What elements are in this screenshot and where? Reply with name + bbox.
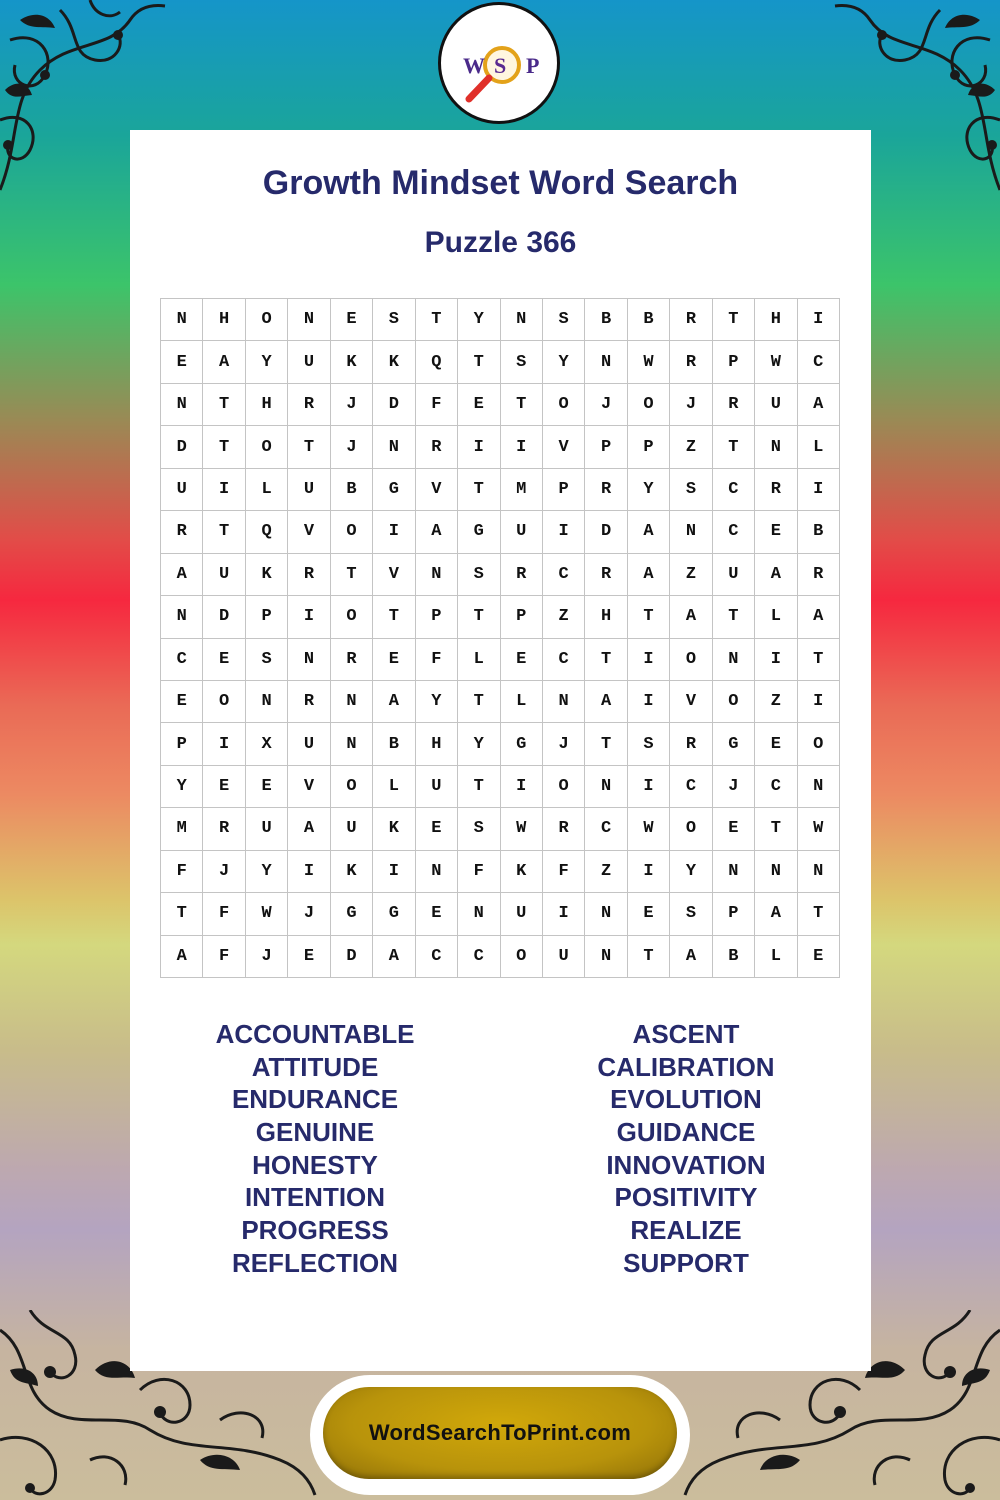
grid-cell[interactable]: L [755, 936, 797, 978]
grid-cell[interactable]: R [585, 554, 627, 596]
grid-cell[interactable]: N [416, 851, 458, 893]
grid-cell[interactable]: V [288, 766, 330, 808]
grid-cell[interactable]: L [755, 596, 797, 638]
grid-cell[interactable]: U [331, 808, 373, 850]
grid-cell[interactable]: X [246, 723, 288, 765]
grid-cell[interactable]: D [203, 596, 245, 638]
grid-cell[interactable]: R [288, 554, 330, 596]
grid-cell[interactable]: J [713, 766, 755, 808]
grid-cell[interactable]: P [161, 723, 203, 765]
grid-cell[interactable]: R [670, 723, 712, 765]
grid-cell[interactable]: G [373, 893, 415, 935]
grid-cell[interactable]: T [331, 554, 373, 596]
word-list-item: INTENTION [244, 1182, 386, 1213]
grid-cell[interactable]: P [543, 469, 585, 511]
grid-cell[interactable]: U [161, 469, 203, 511]
word-list-item: HONESTY [252, 1149, 378, 1180]
grid-cell[interactable]: K [331, 851, 373, 893]
grid-cell[interactable]: K [373, 808, 415, 850]
grid-cell[interactable]: J [331, 426, 373, 468]
grid-cell[interactable]: E [501, 639, 543, 681]
grid-cell[interactable]: B [628, 299, 670, 341]
grid-cell[interactable]: I [501, 426, 543, 468]
grid-cell[interactable]: V [416, 469, 458, 511]
grid-cell[interactable]: E [458, 384, 500, 426]
letter-grid [160, 298, 840, 978]
grid-cell[interactable]: Y [670, 851, 712, 893]
grid-cell[interactable]: S [373, 299, 415, 341]
grid-cell[interactable]: R [670, 341, 712, 383]
grid-cell[interactable]: T [373, 596, 415, 638]
grid-cell[interactable]: O [246, 426, 288, 468]
grid-cell[interactable]: T [585, 639, 627, 681]
grid-cell[interactable]: R [288, 384, 330, 426]
grid-cell[interactable]: U [713, 554, 755, 596]
grid-cell[interactable]: R [755, 469, 797, 511]
grid-cell[interactable]: N [331, 723, 373, 765]
grid-cell[interactable]: O [331, 511, 373, 553]
grid-cell[interactable]: B [373, 723, 415, 765]
grid-cell[interactable]: A [628, 511, 670, 553]
grid-cell[interactable]: G [373, 469, 415, 511]
grid-cell[interactable]: P [246, 596, 288, 638]
grid-cell[interactable]: Y [161, 766, 203, 808]
grid-cell[interactable]: W [798, 808, 840, 850]
grid-cell[interactable]: L [798, 426, 840, 468]
logo-letter-p: P [526, 53, 540, 78]
footer-site-link[interactable]: WordSearchToPrint.com [368, 1420, 632, 1445]
grid-cell[interactable]: T [458, 681, 500, 723]
grid-cell[interactable]: I [798, 469, 840, 511]
grid-cell[interactable]: R [331, 639, 373, 681]
grid-cell[interactable]: I [628, 639, 670, 681]
grid-cell[interactable]: E [755, 723, 797, 765]
grid-cell[interactable]: S [458, 554, 500, 596]
grid-cell[interactable]: I [628, 766, 670, 808]
grid-cell[interactable]: U [501, 511, 543, 553]
grid-cell[interactable]: T [161, 893, 203, 935]
grid-cell[interactable]: N [288, 639, 330, 681]
grid-cell[interactable]: O [331, 596, 373, 638]
grid-cell[interactable]: H [585, 596, 627, 638]
grid-cell[interactable]: O [670, 639, 712, 681]
grid-cell[interactable]: A [288, 808, 330, 850]
grid-cell[interactable]: Z [543, 596, 585, 638]
grid-cell[interactable]: U [416, 766, 458, 808]
grid-cell[interactable]: E [203, 766, 245, 808]
grid-cell[interactable]: I [543, 893, 585, 935]
grid-cell[interactable]: R [798, 554, 840, 596]
grid-cell[interactable]: N [798, 766, 840, 808]
grid-cell[interactable]: T [628, 596, 670, 638]
grid-cell[interactable]: I [203, 723, 245, 765]
grid-cell[interactable]: T [713, 426, 755, 468]
grid-cell[interactable]: F [543, 851, 585, 893]
grid-cell[interactable]: E [416, 893, 458, 935]
grid-cell[interactable]: T [203, 384, 245, 426]
grid-cell[interactable]: O [798, 723, 840, 765]
grid-cell[interactable]: T [798, 893, 840, 935]
grid-cell[interactable]: N [713, 851, 755, 893]
grid-cell[interactable]: S [458, 808, 500, 850]
grid-cell[interactable]: O [670, 808, 712, 850]
grid-cell[interactable]: P [585, 426, 627, 468]
grid-cell[interactable]: I [628, 851, 670, 893]
grid-cell[interactable]: A [373, 936, 415, 978]
word-list-item: GENUINE [255, 1117, 375, 1148]
grid-cell[interactable]: F [203, 893, 245, 935]
grid-cell[interactable]: K [331, 341, 373, 383]
grid-cell[interactable]: E [755, 511, 797, 553]
grid-cell[interactable]: U [246, 808, 288, 850]
grid-cell[interactable]: E [331, 299, 373, 341]
grid-cell[interactable]: M [161, 808, 203, 850]
grid-cell[interactable]: E [246, 766, 288, 808]
grid-cell[interactable]: D [585, 511, 627, 553]
grid-cell[interactable]: W [246, 893, 288, 935]
grid-cell[interactable]: N [585, 936, 627, 978]
puzzle-number: Puzzle 366 [424, 226, 577, 259]
grid-cell[interactable]: R [203, 808, 245, 850]
grid-cell[interactable]: E [373, 639, 415, 681]
grid-cell[interactable]: R [585, 469, 627, 511]
grid-cell[interactable]: M [501, 469, 543, 511]
grid-cell[interactable]: S [628, 723, 670, 765]
grid-cell[interactable]: L [501, 681, 543, 723]
grid-cell[interactable]: F [161, 851, 203, 893]
logo-letter-w: W [463, 53, 485, 78]
grid-cell[interactable]: B [713, 936, 755, 978]
grid-cell[interactable]: N [755, 851, 797, 893]
word-list-item: PROGRESS [241, 1215, 389, 1246]
grid-cell[interactable]: E [161, 681, 203, 723]
grid-cell[interactable]: J [585, 384, 627, 426]
grid-cell[interactable]: N [798, 851, 840, 893]
grid-cell[interactable]: C [161, 639, 203, 681]
grid-cell[interactable]: T [501, 384, 543, 426]
grid-cell[interactable]: T [755, 808, 797, 850]
footer-badge[interactable] [323, 1387, 677, 1479]
grid-cell[interactable]: N [670, 511, 712, 553]
grid-cell[interactable]: A [203, 341, 245, 383]
grid-cell[interactable]: U [501, 893, 543, 935]
grid-cell[interactable]: I [373, 511, 415, 553]
grid-cell[interactable]: C [755, 766, 797, 808]
grid-cell[interactable]: O [246, 299, 288, 341]
grid-cell[interactable]: T [628, 936, 670, 978]
grid-cell[interactable]: P [713, 893, 755, 935]
grid-cell[interactable]: N [501, 299, 543, 341]
grid-cell[interactable]: C [713, 469, 755, 511]
grid-cell[interactable]: R [670, 299, 712, 341]
grid-cell[interactable]: L [373, 766, 415, 808]
grid-cell[interactable]: I [798, 299, 840, 341]
grid-cell[interactable]: N [288, 299, 330, 341]
grid-cell[interactable]: Z [670, 554, 712, 596]
grid-cell[interactable]: Z [670, 426, 712, 468]
grid-cell[interactable]: A [798, 384, 840, 426]
grid-cell[interactable]: N [585, 341, 627, 383]
grid-cell[interactable]: K [373, 341, 415, 383]
grid-cell[interactable]: R [501, 554, 543, 596]
grid-cell[interactable]: I [501, 766, 543, 808]
word-list-item: REFLECTION [231, 1247, 399, 1278]
grid-cell[interactable]: A [161, 936, 203, 978]
grid-cell[interactable]: A [373, 681, 415, 723]
grid-cell[interactable]: F [458, 851, 500, 893]
grid-cell[interactable]: N [373, 426, 415, 468]
grid-cell[interactable]: N [246, 681, 288, 723]
grid-cell[interactable]: Y [416, 681, 458, 723]
grid-cell[interactable]: V [670, 681, 712, 723]
grid-cell[interactable]: Y [458, 299, 500, 341]
grid-cell[interactable]: A [670, 936, 712, 978]
grid-cell[interactable]: J [331, 384, 373, 426]
grid-cell[interactable]: C [543, 639, 585, 681]
grid-cell[interactable]: U [543, 936, 585, 978]
grid-cell[interactable]: C [798, 341, 840, 383]
grid-cell[interactable]: C [670, 766, 712, 808]
grid-cell[interactable]: U [288, 723, 330, 765]
word-list-item: POSITIVITY [614, 1182, 758, 1213]
word-list-item: ENDURANCE [231, 1084, 399, 1115]
grid-cell[interactable]: G [501, 723, 543, 765]
grid-cell[interactable]: V [288, 511, 330, 553]
grid-cell[interactable]: K [501, 851, 543, 893]
grid-cell[interactable]: A [755, 893, 797, 935]
grid-cell[interactable]: N [331, 681, 373, 723]
grid-cell[interactable]: C [713, 511, 755, 553]
grid-cell[interactable]: T [458, 341, 500, 383]
grid-cell[interactable]: N [585, 766, 627, 808]
grid-cell[interactable]: N [458, 893, 500, 935]
grid-cell[interactable]: A [416, 511, 458, 553]
word-list-right [501, 1018, 871, 1280]
grid-cell[interactable]: C [585, 808, 627, 850]
grid-cell[interactable]: Y [543, 341, 585, 383]
grid-cell[interactable]: A [755, 554, 797, 596]
grid-cell[interactable]: I [373, 851, 415, 893]
grid-cell[interactable]: E [713, 808, 755, 850]
word-list-item: ACCOUNTABLE [215, 1019, 415, 1049]
grid-cell[interactable]: J [670, 384, 712, 426]
grid-cell[interactable]: E [203, 639, 245, 681]
grid-cell[interactable]: N [713, 639, 755, 681]
grid-cell[interactable]: S [246, 639, 288, 681]
grid-cell[interactable]: C [416, 936, 458, 978]
grid-cell[interactable]: H [246, 384, 288, 426]
grid-cell[interactable]: D [331, 936, 373, 978]
grid-cell[interactable]: D [373, 384, 415, 426]
grid-cell[interactable]: O [543, 766, 585, 808]
word-list-item: CALIBRATION [597, 1051, 775, 1082]
grid-cell[interactable]: U [203, 554, 245, 596]
grid-cell[interactable]: O [628, 384, 670, 426]
grid-cell[interactable]: E [798, 936, 840, 978]
grid-cell[interactable]: N [543, 681, 585, 723]
grid-cell[interactable]: R [161, 511, 203, 553]
grid-cell[interactable]: D [161, 426, 203, 468]
grid-cell[interactable]: P [628, 426, 670, 468]
grid-cell[interactable]: W [755, 341, 797, 383]
grid-cell[interactable]: T [458, 596, 500, 638]
grid-cell[interactable]: P [713, 341, 755, 383]
grid-cell[interactable]: T [458, 469, 500, 511]
grid-cell[interactable]: S [670, 469, 712, 511]
grid-cell[interactable]: I [288, 596, 330, 638]
grid-cell[interactable]: O [713, 681, 755, 723]
grid-cell[interactable]: N [416, 554, 458, 596]
grid-cell[interactable]: K [246, 554, 288, 596]
grid-cell[interactable]: G [331, 893, 373, 935]
grid-cell[interactable]: A [628, 554, 670, 596]
grid-cell[interactable]: H [755, 299, 797, 341]
word-list-left [130, 1018, 500, 1280]
magnifier-icon [441, 5, 557, 121]
grid-cell[interactable]: A [161, 554, 203, 596]
grid-cell[interactable]: P [416, 596, 458, 638]
grid-cell[interactable]: T [585, 723, 627, 765]
grid-cell[interactable]: Q [246, 511, 288, 553]
grid-cell[interactable]: F [416, 384, 458, 426]
grid-cell[interactable]: J [246, 936, 288, 978]
grid-cell[interactable]: B [798, 511, 840, 553]
puzzle-panel [130, 130, 871, 1371]
grid-cell[interactable]: O [203, 681, 245, 723]
grid-cell[interactable]: I [543, 511, 585, 553]
grid-cell[interactable]: L [246, 469, 288, 511]
grid-cell[interactable]: R [288, 681, 330, 723]
word-list-item: SUPPORT [623, 1247, 749, 1278]
word-list-item: ATTITUDE [251, 1051, 379, 1082]
grid-cell[interactable]: V [373, 554, 415, 596]
grid-cell[interactable]: A [585, 681, 627, 723]
grid-cell[interactable]: R [713, 384, 755, 426]
grid-cell[interactable]: Y [246, 851, 288, 893]
grid-cell[interactable]: W [501, 808, 543, 850]
grid-cell[interactable]: E [161, 341, 203, 383]
grid-cell[interactable]: P [501, 596, 543, 638]
grid-cell[interactable]: U [288, 469, 330, 511]
grid-cell[interactable]: C [543, 554, 585, 596]
word-list-item: REALIZE [630, 1215, 742, 1246]
grid-cell[interactable]: T [203, 426, 245, 468]
grid-cell[interactable]: I [755, 639, 797, 681]
grid-cell[interactable]: B [585, 299, 627, 341]
grid-cell[interactable]: R [416, 426, 458, 468]
word-list-item: ASCENT [632, 1019, 740, 1049]
page-title: Growth Mindset Word Search [262, 164, 739, 202]
grid-cell[interactable]: I [288, 851, 330, 893]
logo-letter-s: S [494, 53, 507, 78]
grid-cell[interactable]: H [203, 299, 245, 341]
grid-cell[interactable]: C [458, 936, 500, 978]
grid-cell[interactable]: Z [585, 851, 627, 893]
grid-cell[interactable]: I [628, 681, 670, 723]
grid-cell[interactable]: Y [458, 723, 500, 765]
grid-cell[interactable]: V [543, 426, 585, 468]
word-list-item: EVOLUTION [610, 1084, 762, 1115]
grid-cell[interactable]: O [501, 936, 543, 978]
grid-cell[interactable]: R [543, 808, 585, 850]
grid-cell[interactable]: B [331, 469, 373, 511]
grid-cell[interactable]: Z [755, 681, 797, 723]
grid-cell[interactable]: J [543, 723, 585, 765]
grid-cell[interactable]: W [628, 341, 670, 383]
grid-cell[interactable]: T [798, 639, 840, 681]
word-list-item: INNOVATION [606, 1149, 766, 1180]
grid-cell[interactable]: T [458, 766, 500, 808]
grid-cell[interactable]: F [416, 639, 458, 681]
grid-cell[interactable]: Y [628, 469, 670, 511]
grid-cell[interactable]: N [755, 426, 797, 468]
grid-cell[interactable]: T [713, 596, 755, 638]
grid-cell[interactable]: L [458, 639, 500, 681]
grid-cell[interactable]: F [203, 936, 245, 978]
grid-cell[interactable]: E [416, 808, 458, 850]
grid-cell[interactable]: T [416, 299, 458, 341]
grid-cell[interactable]: E [628, 893, 670, 935]
grid-cell[interactable]: I [203, 469, 245, 511]
site-logo[interactable] [438, 2, 560, 124]
grid-cell[interactable]: T [203, 511, 245, 553]
grid-cell[interactable]: N [161, 299, 203, 341]
grid-cell[interactable]: S [543, 299, 585, 341]
grid-cell[interactable]: N [585, 893, 627, 935]
grid-cell[interactable]: S [501, 341, 543, 383]
grid-cell[interactable]: O [543, 384, 585, 426]
grid-cell[interactable]: G [713, 723, 755, 765]
grid-cell[interactable]: W [628, 808, 670, 850]
grid-cell[interactable]: U [755, 384, 797, 426]
grid-cell[interactable]: O [331, 766, 373, 808]
grid-cell[interactable]: H [416, 723, 458, 765]
grid-cell[interactable]: A [798, 596, 840, 638]
word-list-item: GUIDANCE [616, 1117, 756, 1148]
grid-cell[interactable]: N [161, 384, 203, 426]
grid-cell[interactable]: U [288, 341, 330, 383]
grid-cell[interactable]: T [713, 299, 755, 341]
grid-cell[interactable]: Y [246, 341, 288, 383]
grid-cell[interactable]: Q [416, 341, 458, 383]
grid-cell[interactable]: J [203, 851, 245, 893]
grid-cell[interactable]: E [288, 936, 330, 978]
grid-cell[interactable]: S [670, 893, 712, 935]
grid-cell[interactable]: I [798, 681, 840, 723]
grid-cell[interactable]: A [670, 596, 712, 638]
grid-cell[interactable]: I [458, 426, 500, 468]
grid-cell[interactable]: T [288, 426, 330, 468]
grid-cell[interactable]: J [288, 893, 330, 935]
grid-cell[interactable]: G [458, 511, 500, 553]
grid-cell[interactable]: N [161, 596, 203, 638]
